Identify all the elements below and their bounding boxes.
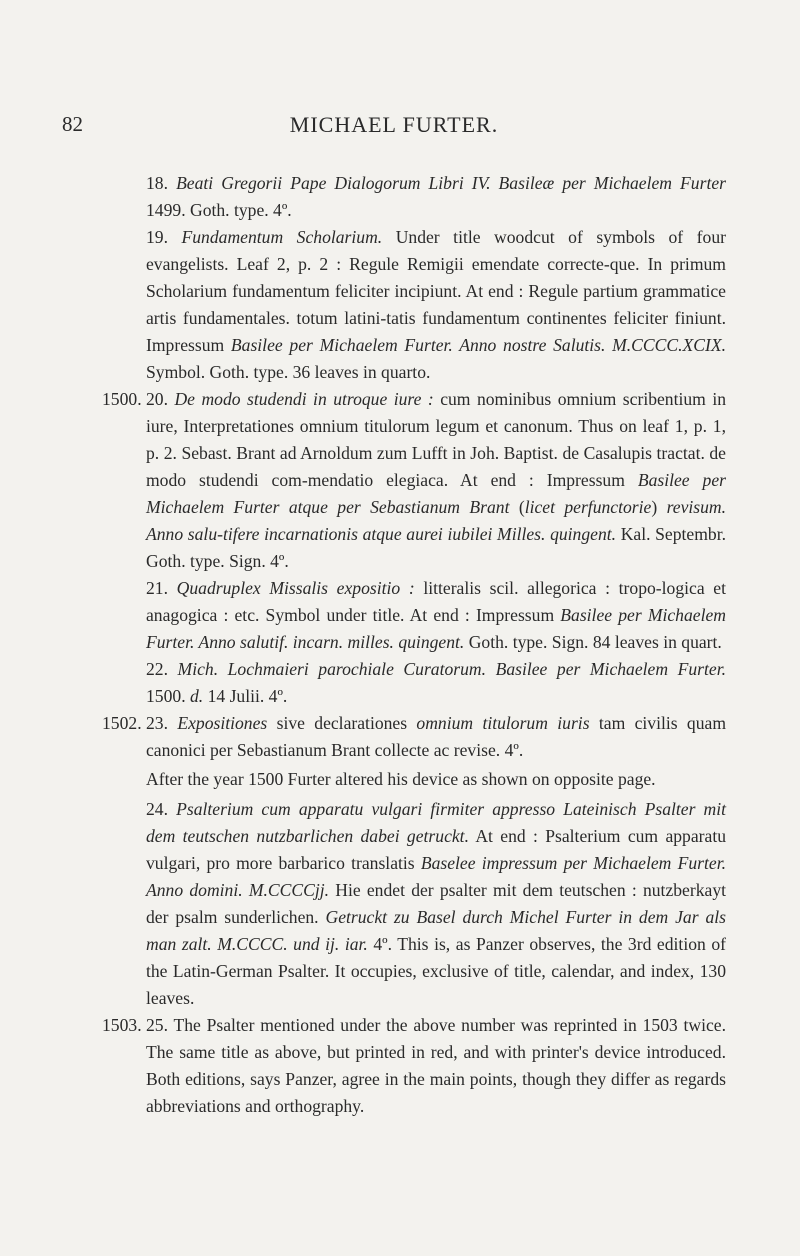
entry-text: sive declarationes <box>267 713 417 733</box>
catalog-entry <box>102 386 727 575</box>
italic-title-text: De modo studendi in utroque iure : <box>174 389 434 409</box>
running-title: MICHAEL FURTER. <box>289 112 499 137</box>
body-text <box>102 170 727 1120</box>
entry-number: 25. <box>146 1015 168 1035</box>
entry-text: Kal. Septembr. Goth. type. Sign. 4º. <box>146 524 726 571</box>
entry-text <box>168 799 176 819</box>
entry-number: 24. <box>146 799 168 819</box>
entry-list <box>102 796 727 1120</box>
device-note: After the year 1500 Furter altered his device as shown on opposite page. <box>146 769 656 789</box>
italic-title-text: omnium titulorum iuris <box>416 713 590 733</box>
entry-text: Symbol. Goth. type. 36 leaves in quarto. <box>146 362 431 382</box>
page-header <box>62 112 726 142</box>
italic-title-text: Basilee per Michaelem Furter atque per Sebastianum Brant <box>146 470 726 517</box>
catalog-entry <box>146 796 726 1012</box>
italic-title-text: Fundamentum Scholarium. <box>181 227 383 247</box>
entry-text <box>168 659 178 679</box>
catalog-entry <box>146 575 726 656</box>
italic-title-text: d. <box>189 686 204 706</box>
entry-number: 18. <box>146 173 168 193</box>
italic-title-text: licet perfunctorie <box>524 497 652 517</box>
entry-text: At end : Psalterium cum apparatu vulgari, pro more barbarico translatis <box>146 826 727 873</box>
page-number: 82 <box>62 112 83 136</box>
entry-number: 22. <box>146 659 168 679</box>
entry-number: 21. <box>146 578 168 598</box>
italic-title-text: Basilee per Michaelem Furter. Anno nostre Salutis. M.CCCC.XCIX. <box>230 335 726 355</box>
italic-title-text: revisum. Anno salu-tifere incarnationis atque aurei iubilei Milles. quingent. <box>146 497 727 544</box>
entry-text <box>168 173 176 193</box>
italic-title-text: Mich. Lochmaieri parochiale Curatorum. Basilee per Michaelem Furter. <box>177 659 726 679</box>
entry-text <box>168 227 182 247</box>
italic-title-text: Psalterium cum apparatu vulgari firmiter appresso Lateinisch Psalter mit dem teutschen nutzbarlichen dabei getruckt. <box>146 799 726 846</box>
entry-text: litteralis scil. allegorica : tropo-logica et anagogica : etc. Symbol under title. At end : Impressum <box>146 578 726 625</box>
entry-number: 20. <box>146 389 168 409</box>
catalog-entry <box>146 656 726 710</box>
entry-text: 1499. Goth. type. 4º. <box>146 200 292 220</box>
italic-title-text: Baselee impressum per Michaelem Furter. Anno domini. M.CCCCjj. <box>146 853 726 900</box>
entry-text: Hie endet der psalter mit dem teutschen : nutzberkayt der psalm sunderlichen. <box>146 880 727 927</box>
entry-number: 23. <box>146 713 168 733</box>
entry-text: 14 Julii. 4º. <box>203 686 288 706</box>
entry-list <box>102 170 727 764</box>
entry-text: Under title woodcut of symbols of four evangelists. Leaf 2, p. 2 : Regule Remigii emendate correcte-que. In primum Scholarium fundamentum feliciter incipiunt. At end : Regule partium grammatice artis fundamentales. totum latini-tatis fundamentum continentes feliciter finiunt. Impressum <box>146 227 726 355</box>
entry-text: 4º. This is, as Panzer observes, the 3rd edition of the Latin-German Psalter. It occupies, exclusive of title, calendar, and index, 130 leaves. <box>146 934 727 1008</box>
italic-title-text: Expositiones <box>177 713 268 733</box>
entry-year: 1502. <box>102 713 142 733</box>
entry-year: 1500. <box>102 389 142 409</box>
entry-text: ) <box>651 497 667 517</box>
italic-title-text: Beati Gregorii Pape Dialogorum Libri IV. Basileæ per Michaelem Furter <box>176 173 726 193</box>
entry-text: Goth. type. Sign. 84 leaves in quart. <box>464 632 722 652</box>
italic-title-text: Quadruplex Missalis expositio : <box>176 578 415 598</box>
entry-text: tam civilis quam canonici per Sebastianum Brant collecte ac revise. 4º. <box>146 713 727 760</box>
entry-text: cum nominibus omnium scribentium in iure, Interpretationes omnium titulorum legum et canonum. Thus on leaf 1, p. 1, p. 2. Sebast. Brant ad Arnoldum zum Lufft in Joh. Baptist. de Casalupis tractat. de modo studendi com-mendatio elegiaca. At end : Impressum <box>146 389 727 490</box>
italic-title-text: Basilee per Michaelem Furter. Anno salutif. incarn. milles. quingent. <box>146 605 726 652</box>
entry-text: 1500. <box>146 686 190 706</box>
entry-text: ( <box>509 497 525 517</box>
catalog-entry <box>146 224 726 386</box>
entry-text: The Psalter mentioned under the above number was reprinted in 1503 twice. The same title as above, but printed in red, and with printer's device introduced. Both editions, says Panzer, agree in the main points, though they differ as regards abbreviations and orthography. <box>146 1015 726 1116</box>
catalog-entry <box>102 1012 726 1120</box>
entry-year: 1503. <box>102 1015 142 1035</box>
entry-text <box>168 578 177 598</box>
entry-text <box>168 713 177 733</box>
italic-title-text: Getruckt zu Basel durch Michel Furter in dem Jar als man zalt. M.CCCC. und ij. iar. <box>146 907 726 954</box>
entry-number: 19. <box>146 227 168 247</box>
catalog-entry <box>102 710 727 764</box>
catalog-entry <box>146 170 726 224</box>
